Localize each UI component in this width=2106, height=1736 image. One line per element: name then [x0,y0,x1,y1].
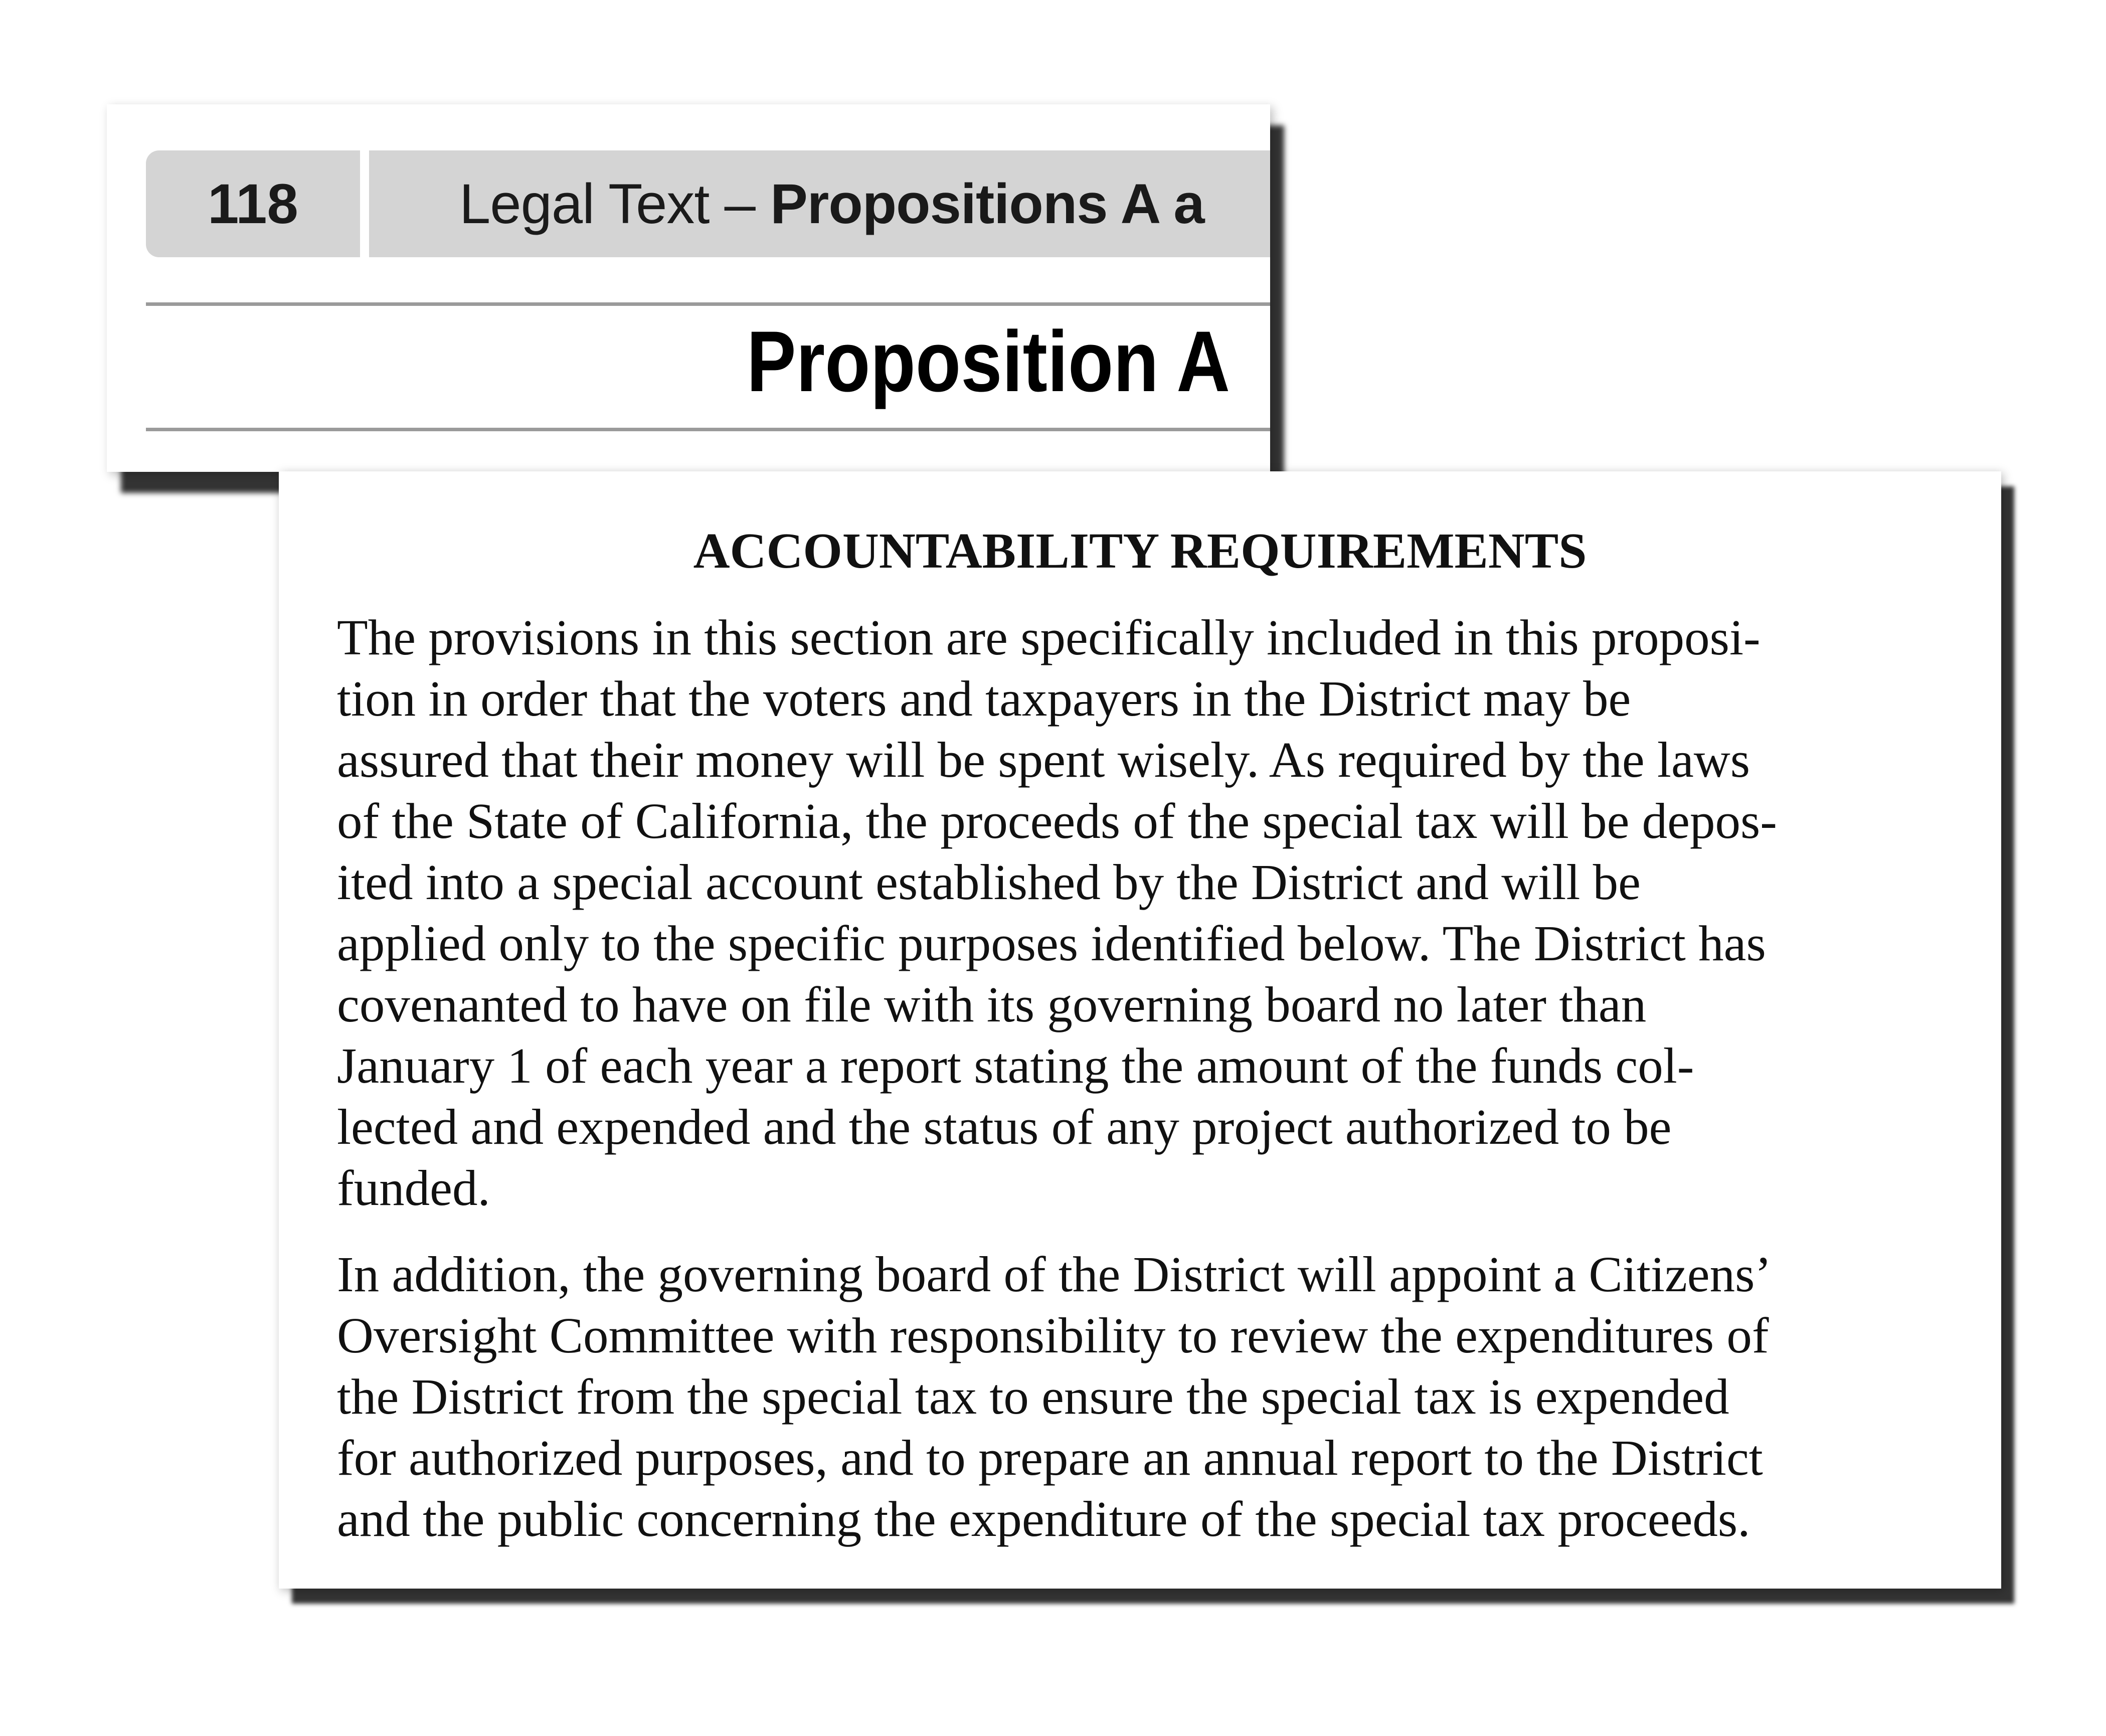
text-line: tion in order that the voters and taxpayers in the District may be [337,670,1631,727]
page-header-card [107,104,1270,472]
text-line: the District from the special tax to ensure the special tax is expended [337,1368,1729,1425]
text-line: applied only to the specific purposes identified below. The District has [337,915,1766,971]
section-heading: ACCOUNTABILITY REQUIREMENTS [693,523,1587,579]
text-line: funded. [337,1160,490,1216]
text-line: ited into a special account established by the District and will be [337,854,1641,910]
proposition-title: Proposition A [746,313,1230,410]
text-line: assured that their money will be spent wisely. As required by the laws [337,732,1750,788]
running-header-title [369,171,1204,236]
section-body [337,607,1957,1575]
text-line: January 1 of each year a report stating the amount of the funds col- [337,1037,1694,1094]
page-number: 118 [208,172,298,235]
text-line: and the public concerning the expenditure of the special tax proceeds. [337,1491,1750,1547]
text-line: for authorized purposes, and to prepare an annual report to the District [337,1430,1763,1486]
text-line: lected and expended and the status of any project authorized to be [337,1099,1672,1155]
text-line: covenanted to have on file with its governing board no later than [337,976,1647,1032]
header-bar [146,150,1270,257]
divider-top [146,302,1270,306]
text-line: Oversight Committee with responsibility to review the expenditures of [337,1307,1769,1363]
text-line: The provisions in this section are specifically included in this proposi- [337,609,1761,665]
paragraph-1 [337,607,1957,1219]
text-excerpt-card [279,471,2001,1589]
text-line: of the State of California, the proceeds of the special tax will be depos- [337,793,1777,849]
divider-bottom [146,428,1270,431]
page-number-box [146,150,360,257]
paragraph-2 [337,1244,1957,1549]
text-line: In addition, the governing board of the District will appoint a Citizens’ [337,1246,1772,1302]
running-header-prefix: Legal Text – [459,172,771,235]
running-header [369,150,1270,257]
running-header-bold: Propositions A a [770,172,1204,235]
